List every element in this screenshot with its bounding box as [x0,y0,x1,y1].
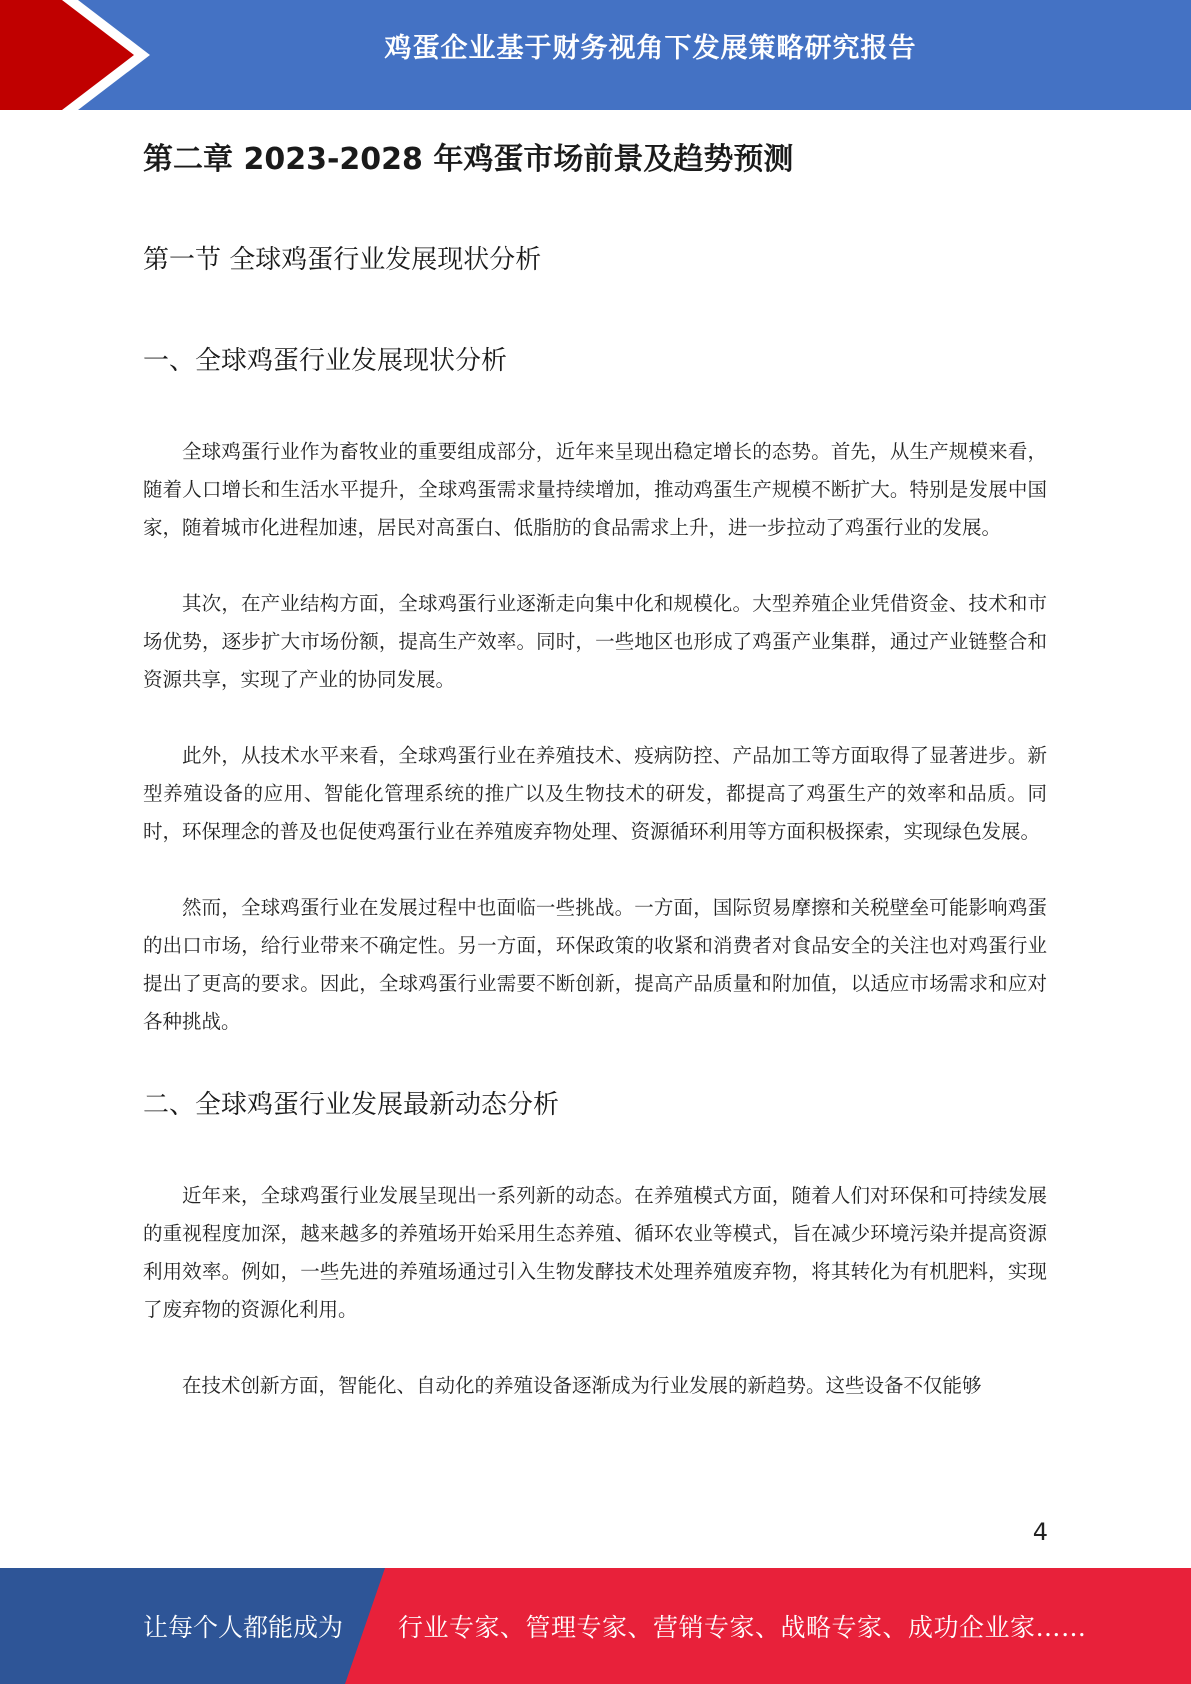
paragraph: 全球鸡蛋行业作为畜牧业的重要组成部分，近年来呈现出稳定增长的态势。首先，从生产规模来看，随着人口增长和生活水平提升，全球鸡蛋需求量持续增加，推动鸡蛋生产规模不断扩大。特别是发展中国家，随着城市化进程加速，居民对高蛋白、低脂肪的食品需求上升，进一步拉动了鸡蛋行业的发展。 [143,440,1047,539]
paragraph: 其次，在产业结构方面，全球鸡蛋行业逐渐走向集中化和规模化。大型养殖企业凭借资金、技术和市场优势，逐步扩大市场份额，提高生产效率。同时，一些地区也形成了鸡蛋产业集群，通过产业链整合和资源共享，实现了产业的协同发展。 [143,592,1047,691]
page-footer [0,1568,1191,1684]
footer-slogan-right: 行业专家、管理专家、营销专家、战略专家、成功企业家…… [398,1613,1087,1642]
document-body [143,138,1047,1405]
subsection-title-2: 二、全球鸡蛋行业发展最新动态分析 [143,1090,560,1120]
chapter-title: 第二章 2023-2028 年鸡蛋市场前景及趋势预测 [143,142,794,177]
paragraph: 在技术创新方面，智能化、自动化的养殖设备逐渐成为行业发展的新趋势。这些设备不仅能够 [182,1374,982,1397]
paragraph: 近年来，全球鸡蛋行业发展呈现出一系列新的动态。在养殖模式方面，随着人们对环保和可持续发展的重视程度加深，越来越多的养殖场开始采用生态养殖、循环农业等模式，旨在减少环境污染并提高资源利用效率。例如，一些先进的养殖场通过引入生物发酵技术处理养殖废弃物，将其转化为有机肥料，实现了废弃物的资源化利用。 [143,1184,1047,1321]
paragraph: 然而，全球鸡蛋行业在发展过程中也面临一些挑战。一方面，国际贸易摩擦和关税壁垒可能影响鸡蛋的出口市场，给行业带来不确定性。另一方面，环保政策的收紧和消费者对食品安全的关注也对鸡蛋行业提出了更高的要求。因此，全球鸡蛋行业需要不断创新，提高产品质量和附加值，以适应市场需求和应对各种挑战。 [143,896,1047,1033]
report-title: 鸡蛋企业基于财务视角下发展策略研究报告 [384,33,917,64]
section-title: 第一节 全球鸡蛋行业发展现状分析 [143,245,542,275]
paragraph: 此外，从技术水平来看，全球鸡蛋行业在养殖技术、疫病防控、产品加工等方面取得了显著进步。新型养殖设备的应用、智能化管理系统的推广以及生物技术的研发，都提高了鸡蛋生产的效率和品质。同时，环保理念的普及也促使鸡蛋行业在养殖废弃物处理、资源循环利用等方面积极探索，实现绿色发展。 [143,744,1047,843]
footer-slogan-left: 让每个人都能成为 [143,1613,344,1642]
subsection-title-1: 一、全球鸡蛋行业发展现状分析 [143,346,508,376]
page-number: 4 [1032,1518,1048,1546]
page-header [0,0,1191,110]
